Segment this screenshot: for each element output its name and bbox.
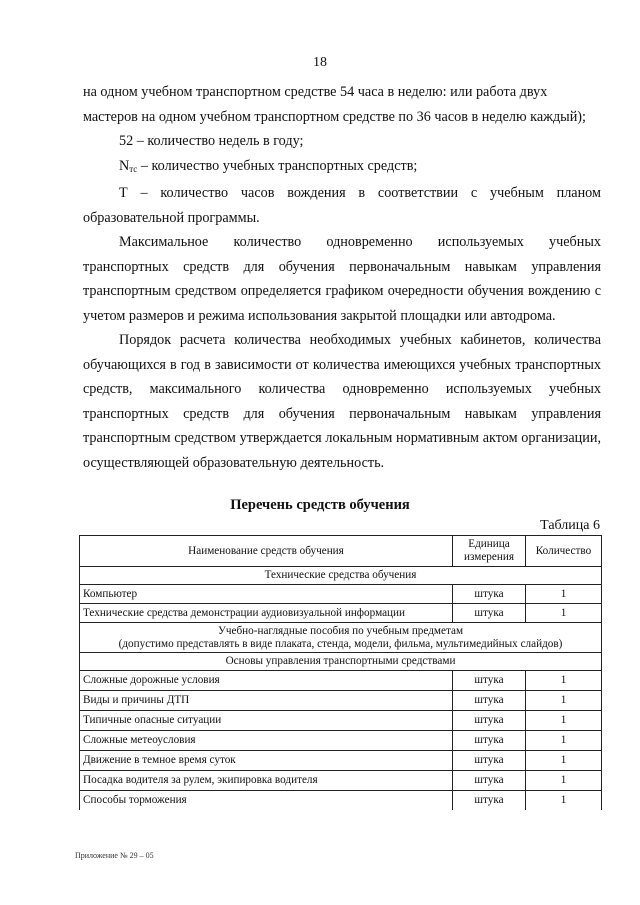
section-visual-line1: Учебно-наглядные пособия по учебным предметам: [217, 624, 464, 637]
cell-name: Компьютер: [80, 585, 453, 604]
paragraph: Максимальное количество одновременно используемых учебных транспортных средств для обучения первоначальным навыкам управления транспортным средством определяется графиком очередности обучения вождению с учетом размеров и режима использования закрытой площадки или автодрома.: [83, 234, 601, 324]
table-row: [80, 731, 602, 751]
table-row: [80, 604, 602, 623]
cell-name: Виды и причины ДТП: [80, 691, 453, 711]
body-text: [83, 80, 601, 475]
table-row: [80, 585, 602, 604]
cell-name: Технические средства демонстрации аудиовизуальной информации: [80, 604, 453, 623]
cell-unit: штука: [453, 671, 526, 691]
table-row: [80, 691, 602, 711]
section-row: [80, 653, 602, 671]
paragraph: Т – количество часов вождения в соответствии с учебным планом образовательной программы.: [83, 185, 601, 226]
section-technical: Технические средства обучения: [80, 567, 602, 585]
section-row: [80, 623, 602, 653]
cell-unit: штука: [453, 585, 526, 604]
cell-unit: штука: [453, 711, 526, 731]
cell-unit: штука: [453, 771, 526, 791]
paragraph-line: мастеров на одном учебном транспортном средстве по 36 часов в неделю каждый);: [83, 108, 586, 125]
cell-qty: 1: [526, 604, 602, 623]
cell-unit: штука: [453, 731, 526, 751]
cell-unit: штука: [453, 751, 526, 771]
footer-note: Приложение № 29 – 05: [75, 851, 154, 860]
table-header-row: [80, 536, 602, 567]
table-row: [80, 711, 602, 731]
cell-name: Посадка водителя за рулем, экипировка водителя: [80, 771, 453, 791]
cell-unit: штука: [453, 791, 526, 811]
cell-qty: 1: [526, 731, 602, 751]
paragraph: 52 – количество недель в году;: [119, 133, 304, 149]
table-row: [80, 791, 602, 811]
cell-qty: 1: [526, 711, 602, 731]
cell-name: Движение в темное время суток: [80, 751, 453, 771]
cell-unit: штука: [453, 604, 526, 623]
cell-unit: штука: [453, 691, 526, 711]
cell-qty: 1: [526, 751, 602, 771]
section-visual-line2: (допустимо представлять в виде плаката, стенда, модели, фильма, мультимедийных слайдов): [118, 637, 563, 650]
cell-name: Сложные метеоусловия: [80, 731, 453, 751]
cell-name: Типичные опасные ситуации: [80, 711, 453, 731]
list-title: Перечень средств обучения: [230, 497, 410, 513]
table-caption: Таблица 6: [540, 518, 600, 533]
section-visual-aids: [80, 623, 602, 653]
paragraph-text: – количество учебных транспортных средств;: [137, 157, 418, 174]
cell-qty: 1: [526, 671, 602, 691]
table-row: [80, 771, 602, 791]
header-quantity: Количество: [526, 536, 602, 567]
table-row: [80, 751, 602, 771]
section-row: [80, 567, 602, 585]
table-row: [80, 671, 602, 691]
cell-qty: 1: [526, 691, 602, 711]
page-number: 18: [313, 55, 327, 70]
header-unit: Единица измерения: [453, 536, 526, 567]
paragraph-line: на одном учебном транспортном средстве 54 часа в неделю: или работа двух: [83, 84, 548, 100]
paragraph: [83, 154, 601, 182]
paragraph: Порядок расчета количества необходимых учебных кабинетов, количества обучающихся в год в зависимости от количества имеющихся учебных транспортных средств, максимального количества одновременно используемых учебных транспортных средств для обучения первоначальным навыкам управления транспортным средством утверждается локальным нормативным актом организации, осуществляющей образовательную деятельность.: [83, 332, 601, 471]
symbol: N: [119, 157, 130, 174]
section-basics: Основы управления транспортными средствами: [80, 653, 602, 671]
cell-qty: 1: [526, 771, 602, 791]
cell-name: Сложные дорожные условия: [80, 671, 453, 691]
cell-qty: 1: [526, 791, 602, 811]
means-table: [79, 535, 602, 810]
cell-qty: 1: [526, 585, 602, 604]
header-name: Наименование средств обучения: [80, 536, 453, 567]
symbol-subscript: тс: [129, 163, 138, 174]
cell-name: Способы торможения: [80, 791, 453, 811]
